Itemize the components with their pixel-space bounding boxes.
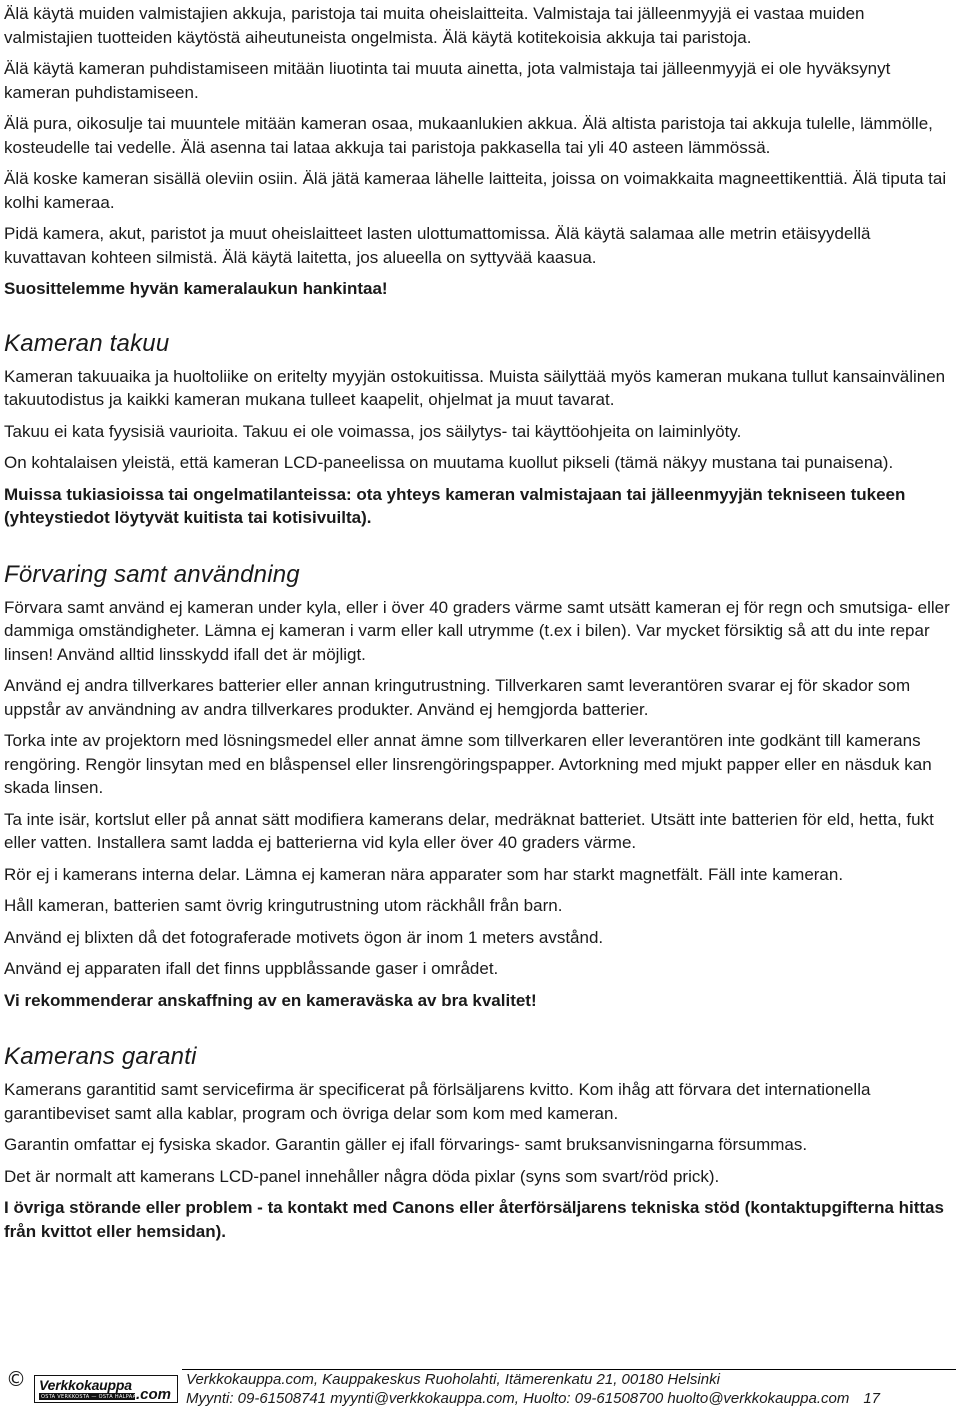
paragraph: Kameran takuuaika ja huoltoliike on eritelty myyjän ostokuitissa. Muista säilyttää myös kameran mukana tullut kansainvälinen takuutodistus ja kaikki kameran mukana tulleet kaapelit, ohjelmat ja muut tavarat. — [4, 366, 946, 409]
safety-section-fi — [4, 2, 950, 301]
warranty-section-sv — [4, 1042, 950, 1243]
copyright-icon: © — [6, 1367, 26, 1391]
verkkokauppa-logo — [34, 1375, 178, 1403]
paragraph: Förvara samt använd ej kameran under kyla, eller i över 40 graders värme samt utsätt kameran ej för regn och smutsiga- eller dammiga omständigheter. Lämna ej kameran i varm eller kall utrymme (t.ex i bilen). Var mycket försiktig så att du inte repar linsen! Använd alltid linsskydd ifall det är möjligt. — [4, 597, 950, 664]
footer-contacts — [186, 1390, 880, 1408]
paragraph: On kohtalaisen yleistä, että kameran LCD-paneelissa on muutama kuollut pikseli (tämä näkyy mustana tai punaisena). — [4, 453, 894, 472]
page-footer — [4, 1367, 956, 1409]
paragraph: Pidä kamera, akut, paristot ja muut oheislaitteet lasten ulottumattomissa. Älä käytä salamaa alle metrin etäisyydellä kuvattavan kohteen silmistä. Älä käytä laitetta, jos alueella on syttyvää kaasua. — [4, 224, 871, 267]
paragraph: Älä käytä kameran puhdistamiseen mitään liuotinta tai muuta ainetta, jota valmistaja tai jälleenmyyjä ei ole hyväksynyt kameran puhdistamiseen. — [4, 59, 891, 102]
paragraph: Torka inte av projektorn med lösningsmedel eller annat ämne som tillverkaren eller leverantören inte godkänt till kamerans rengöring. Rengör linsytan med en blåspensel eller linsrengöringspapper. Avtorkning med mjukt papper eller en näsduk kan skada linsen. — [4, 731, 932, 797]
paragraph: Takuu ei kata fyysisiä vaurioita. Takuu ei ole voimassa, jos säilytys- tai käyttöohjeita on laiminlyöty. — [4, 421, 742, 441]
section-heading: Förvaring samt användning — [4, 560, 300, 588]
paragraph: Kamerans garantitid samt servicefirma är specificerat på förlsäljarens kvitto. Kom ihåg att förvara det internationella garantibeviset samt alla kablar, program och övriga delar som kom med kameran. — [4, 1080, 871, 1123]
paragraph: Använd ej blixten då det fotograferade motivets ögon är inom 1 meters avstånd. — [4, 927, 604, 947]
support-text: I övriga störande eller problem - ta kontakt med Canons eller återförsäljarens tekniska stöd (kontaktupgifterna hittas från kvittot eller hemsidan). — [4, 1198, 944, 1241]
footer-address: Verkkokauppa.com, Kauppakeskus Ruoholahti, Itämerenkatu 21, 00180 Helsinki — [186, 1371, 720, 1388]
footer-contact-text: Myynti: 09-61508741 myynti@verkkokauppa.com, Huolto: 09-61508700 huolto@verkkokauppa.com — [186, 1390, 850, 1407]
logo-tagline: OSTA VERKKOSTA — OSTA HALPAA — [41, 1393, 137, 1400]
paragraph: Älä koske kameran sisällä oleviin osiin. Älä jätä kameraa lähelle laitteita, joissa on voimakkaita magneettikenttiä. Älä tiputa tai kolhi kameraa. — [4, 169, 947, 212]
logo-domain: .com — [136, 1386, 172, 1403]
recommendation-text: Suosittelemme hyvän kameralaukun hankintaa! — [4, 279, 388, 298]
paragraph: Älä pura, oikosulje tai muuntele mitään kameran osaa, mukaanlukien akkua. Älä altista paristoja tai akkuja tulelle, lämmölle, kosteudelle tai vedelle. Älä asenna tai lataa akkuja tai paristoja pakkasella tai yli 40 asteen lämmössä. — [4, 114, 933, 157]
paragraph: Älä käytä muiden valmistajien akkuja, paristoja tai muita oheislaitteita. Valmistaja tai jälleenmyyjä ei vastaa muiden valmistajien tuotteiden käytöstä aiheutuneista ongelmista. Älä käytä kotitekoisia akkuja tai paristoja. — [4, 4, 865, 47]
paragraph: Ta inte isär, kortslut eller på annat sätt modifiera kamerans delar, medräknat batteriet. Utsätt inte batterien för eld, hetta, fukt eller vatten. Installera samt ladda ej batterierna vid kyla eller över 40 graders värme. — [4, 809, 934, 852]
logo-wordmark: Verkkokauppa — [39, 1377, 132, 1393]
footer-divider — [182, 1369, 956, 1370]
warranty-section-fi — [4, 329, 950, 530]
section-heading: Kameran takuu — [4, 329, 170, 357]
paragraph: Det är normalt att kamerans LCD-panel innehåller några döda pixlar (syns som svart/röd prick). — [4, 1166, 720, 1186]
paragraph: Rör ej i kamerans interna delar. Lämna ej kameran nära apparater som har starkt magnetfält. Fäll inte kameran. — [4, 864, 844, 884]
page-number: 17 — [863, 1390, 881, 1407]
storage-section-sv — [4, 560, 950, 1013]
paragraph: Garantin omfattar ej fysiska skador. Garantin gäller ej ifall förvarings- samt bruksanvisningarna försummas. — [4, 1135, 808, 1154]
paragraph: Använd ej apparaten ifall det finns uppblåssande gaser i området. — [4, 959, 499, 978]
support-text: Muissa tukiasioissa tai ongelmatilanteissa: ota yhteys kameran valmistajaan tai jälleenmyyjän tekniseen tukeen (yhteystiedot löytyvät kuitista tai kotisivuilta). — [4, 484, 906, 527]
paragraph: Använd ej andra tillverkares batterier eller annan kringutrustning. Tillverkaren samt leverantören svarar ej för skador som uppstår av användning av andra tillverkares produkter. Använd ej hemgjorda batterier. — [4, 676, 911, 719]
section-heading: Kamerans garanti — [4, 1043, 197, 1070]
document-page — [4, 2, 950, 1251]
recommendation-text: Vi rekommenderar anskaffning av en kameraväska av bra kvalitet! — [4, 990, 537, 1010]
paragraph: Håll kameran, batterien samt övrig kringutrustning utom räckhåll från barn. — [4, 896, 563, 915]
